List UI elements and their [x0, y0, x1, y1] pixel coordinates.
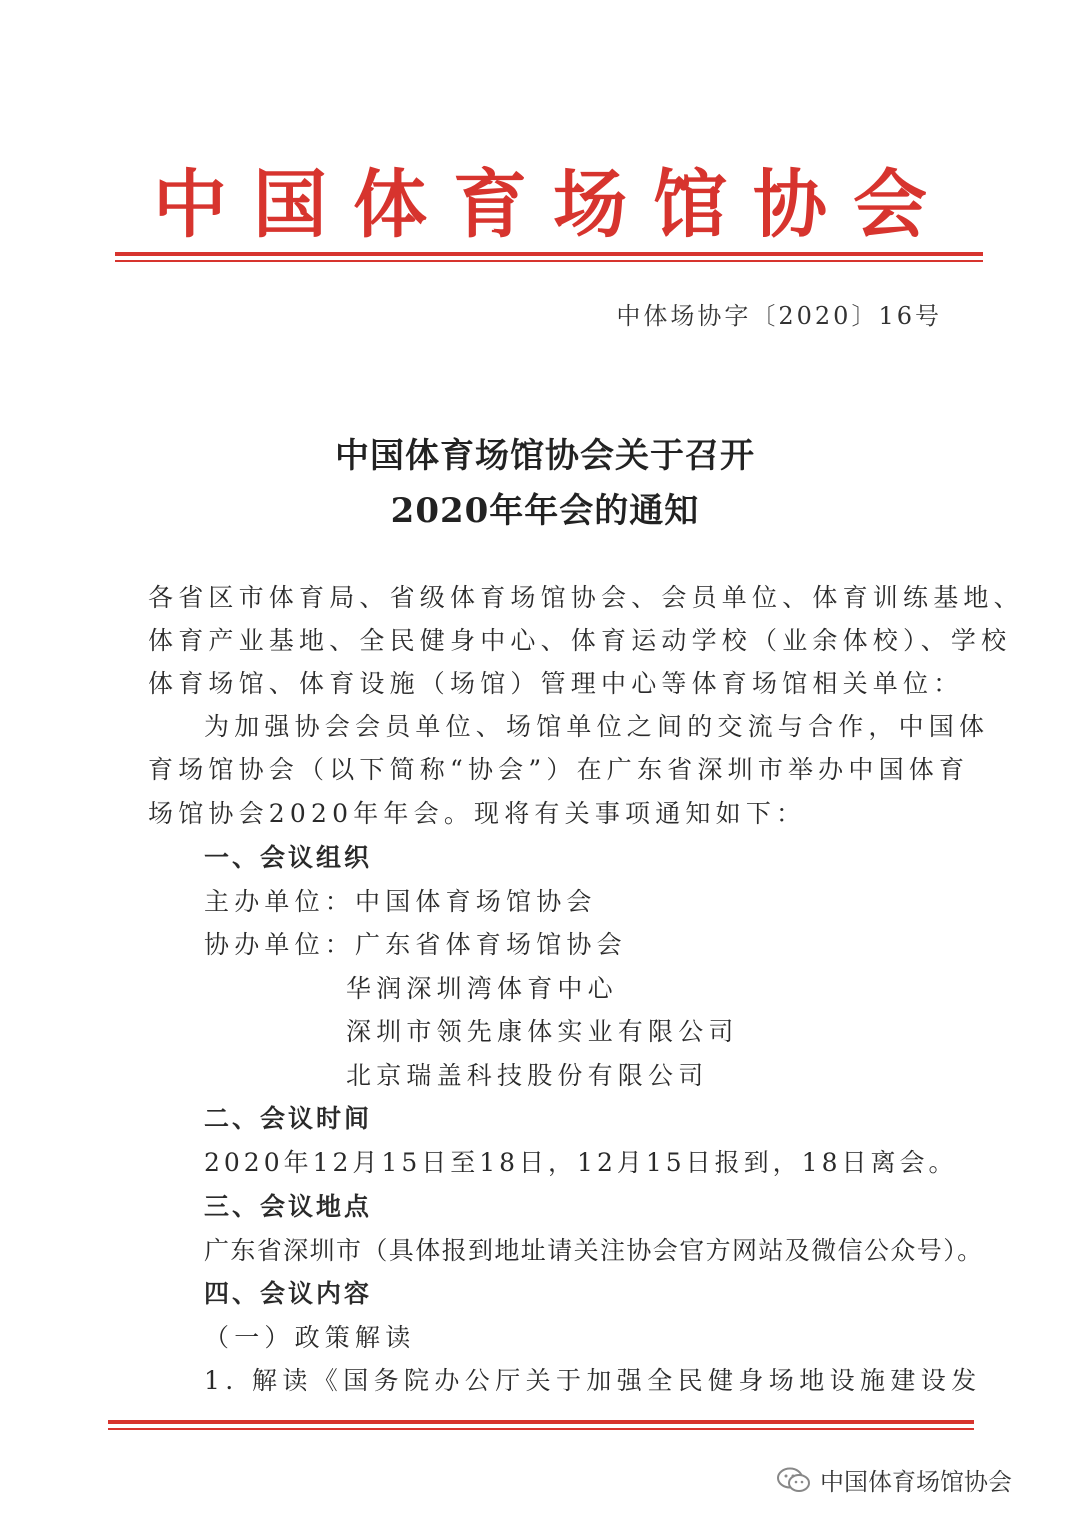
section-heading-time: 二、会议时间	[204, 1104, 373, 1133]
meeting-time: 2020年12月15日至18日，12月15日报到，18日离会。	[204, 1148, 958, 1177]
rule-thin-line	[115, 260, 983, 262]
subsection-policy: （一）政策解读	[204, 1323, 416, 1352]
section-heading-place: 三、会议地点	[204, 1192, 373, 1221]
footer-brand	[776, 1462, 1012, 1497]
co-host-item: 深圳市领先康体实业有限公司	[346, 1017, 739, 1046]
wechat-icon	[776, 1466, 812, 1494]
meeting-place: 广东省深圳市（具体报到地址请关注协会官方网站及微信公众号）。	[204, 1236, 984, 1265]
content-item: 1. 解读《国务院办公厅关于加强全民健身场地设施建设发	[204, 1366, 982, 1395]
recipients-line: 各省区市体育局、省级体育场馆协会、会员单位、体育训练基地、	[148, 583, 1024, 612]
recipients-line: 体育产业基地、全民健身中心、体育运动学校（业余体校）、学校	[148, 626, 1012, 655]
recipients-line: 体育场馆、体育设施（场馆）管理中心等体育场馆相关单位：	[148, 669, 964, 698]
footer-brand-label: 中国体育场馆协会	[820, 1468, 1012, 1496]
footer-rule	[108, 1420, 974, 1430]
co-host-item: 北京瑞盖科技股份有限公司	[346, 1061, 709, 1090]
co-host-item: 华润深圳湾体育中心	[346, 974, 618, 1003]
intro-line: 育场馆协会（以下简称“协会”）在广东省深圳市举办中国体育	[148, 755, 970, 784]
rule-thin-line	[108, 1428, 974, 1430]
notice-title-line1: 中国体育场馆协会关于召开	[335, 436, 755, 476]
section-heading-content: 四、会议内容	[204, 1279, 373, 1308]
intro-line: 为加强协会会员单位、场馆单位之间的交流与合作，中国体	[204, 712, 990, 741]
document-number: 中体场协字〔2020〕16号	[616, 302, 942, 330]
host-line: 主办单位：中国体育场馆协会	[204, 887, 597, 916]
notice-title-line2: 2020年年会的通知	[390, 491, 700, 531]
rule-thick-line	[108, 1420, 974, 1424]
co-host-line: 协办单位：广东省体育场馆协会	[204, 930, 627, 959]
letterhead-rule	[115, 252, 983, 262]
intro-line: 场馆协会2020年年会。现将有关事项通知如下：	[148, 799, 807, 828]
letterhead-title: 中国体育场馆协会	[153, 162, 953, 248]
rule-thick-line	[115, 252, 983, 256]
section-heading-organization: 一、会议组织	[204, 843, 373, 872]
